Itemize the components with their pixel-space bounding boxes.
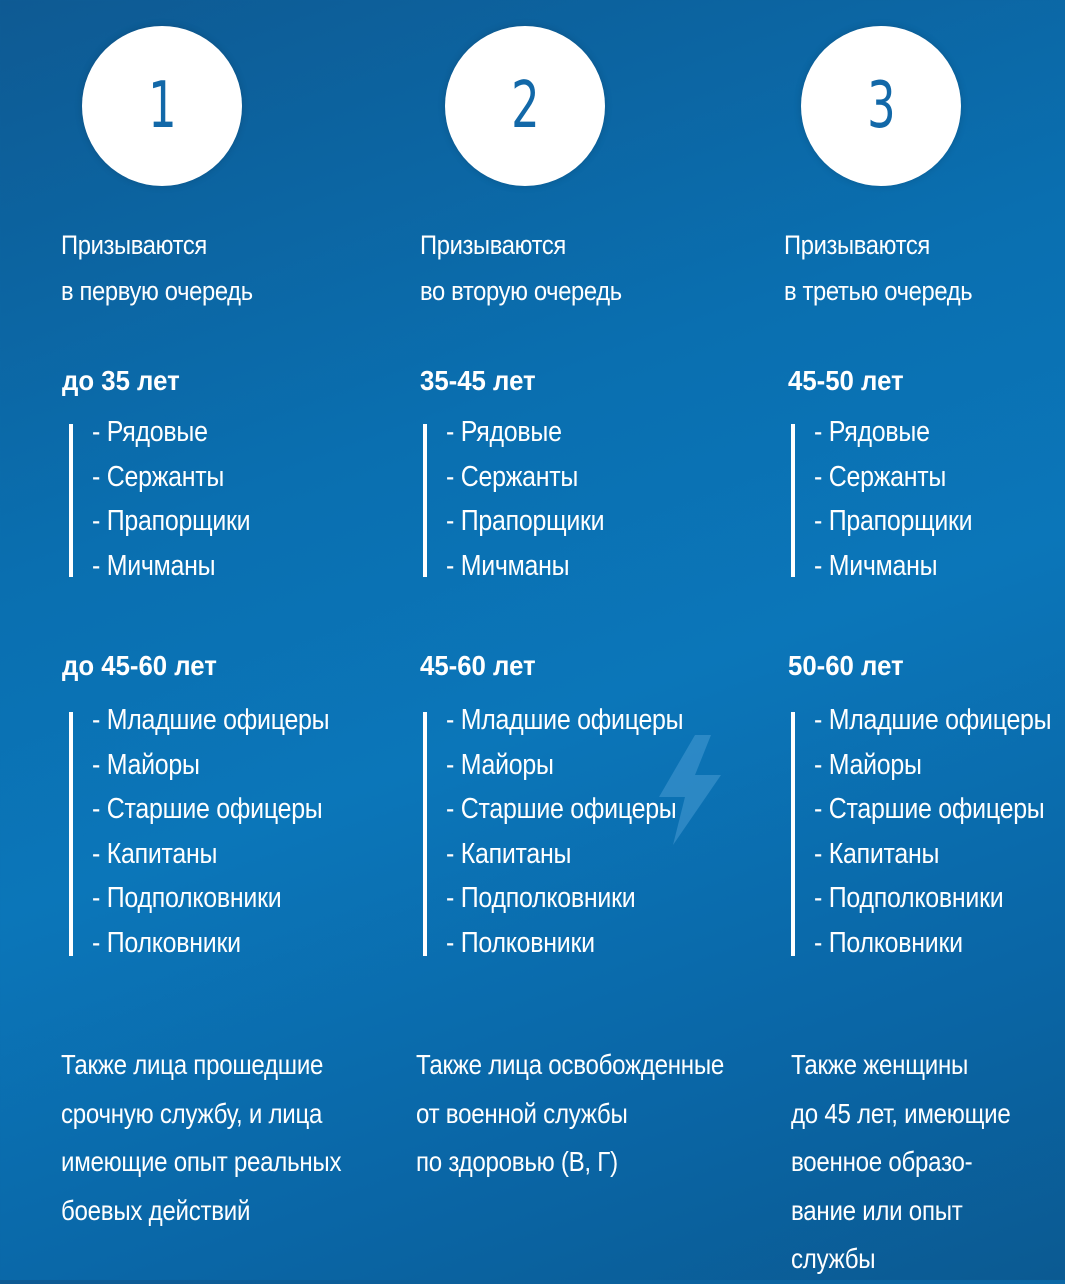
step-number-circle (445, 26, 605, 186)
column-heading (784, 222, 972, 314)
list-item: - Младшие офицеры (814, 704, 1052, 736)
list-item: - Капитаны (814, 837, 940, 870)
column-heading (420, 222, 622, 314)
list-item: - Старшие офицеры (446, 793, 677, 826)
list-item: - Сержанты (92, 460, 225, 493)
age-range: до 35 лет (62, 365, 180, 396)
list-item: - Подполковники (92, 882, 282, 915)
list-item: - Подполковники (446, 882, 636, 915)
rank-list (446, 698, 683, 966)
step-number-circle (82, 26, 242, 186)
list-bar (69, 712, 73, 956)
lightning-bolt-icon (655, 735, 725, 845)
rank-list (814, 698, 1051, 966)
list-item: - Сержанты (814, 460, 947, 493)
note-line: имеющие опыт реальных (61, 1146, 342, 1177)
age-range: до 45-60 лет (62, 650, 217, 681)
rank-list (92, 698, 329, 966)
list-item: - Прапорщики (446, 505, 605, 538)
column-2 (355, 0, 725, 1280)
age-range: 35-45 лет (420, 365, 536, 396)
list-bar (423, 424, 427, 577)
heading-line: в первую очередь (61, 276, 253, 306)
heading-line: в третью очередь (784, 276, 973, 306)
list-item: - Рядовые (92, 416, 208, 448)
rank-list (92, 410, 250, 588)
note-line: срочную службу, и лица (61, 1097, 323, 1129)
list-item: - Прапорщики (92, 505, 251, 538)
list-item: - Майоры (814, 748, 922, 781)
list-item: - Полковники (92, 926, 241, 959)
note-line: Также женщины (791, 1049, 969, 1080)
list-item: - Старшие офицеры (814, 793, 1045, 826)
column-note (791, 1041, 1010, 1284)
list-item: - Старшие офицеры (92, 793, 323, 826)
column-1 (0, 0, 355, 1280)
list-item: - Полковники (814, 926, 963, 959)
heading-line: во вторую очередь (420, 276, 622, 306)
list-bar (69, 424, 73, 577)
column-heading (61, 222, 253, 314)
list-item: - Прапорщики (814, 505, 973, 538)
note-line: вание или опыт (791, 1194, 963, 1226)
list-item: - Капитаны (446, 837, 572, 870)
list-item: - Подполковники (814, 882, 1004, 915)
list-item: - Младшие офицеры (446, 704, 684, 736)
list-item: - Мичманы (92, 549, 216, 582)
column-note (416, 1041, 724, 1187)
rank-list (446, 410, 604, 588)
note-line: до 45 лет, имеющие (791, 1097, 1011, 1129)
note-line: Также лица освобожденные (416, 1049, 725, 1080)
rank-list (814, 410, 972, 588)
step-number: 1 (147, 69, 177, 143)
note-line: службы (791, 1243, 876, 1274)
age-range: 50-60 лет (788, 650, 904, 681)
list-item: - Капитаны (92, 837, 218, 870)
column-note (61, 1041, 341, 1235)
heading-line: Призываются (784, 230, 930, 260)
list-item: - Майоры (92, 748, 200, 781)
list-item: - Мичманы (814, 549, 938, 582)
heading-line: Призываются (61, 230, 207, 260)
age-range: 45-50 лет (788, 365, 904, 396)
column-3 (710, 0, 1065, 1280)
step-number-circle (801, 26, 961, 186)
list-item: - Сержанты (446, 460, 579, 493)
note-line: Также лица прошедшие (61, 1049, 324, 1080)
step-number: 3 (866, 69, 896, 143)
list-item: - Рядовые (446, 416, 562, 448)
list-item: - Мичманы (446, 549, 570, 582)
list-item: - Полковники (446, 926, 595, 959)
list-item: - Рядовые (814, 416, 930, 448)
list-item: - Младшие офицеры (92, 704, 330, 736)
list-bar (791, 712, 795, 956)
note-line: боевых действий (61, 1194, 251, 1226)
age-range: 45-60 лет (420, 650, 536, 681)
list-bar (791, 424, 795, 577)
note-line: по здоровью (В, Г) (416, 1146, 618, 1177)
list-bar (423, 712, 427, 956)
note-line: от военной службы (416, 1097, 628, 1129)
note-line: военное образо- (791, 1146, 973, 1177)
step-number: 2 (510, 69, 540, 143)
heading-line: Призываются (420, 230, 566, 260)
list-item: - Майоры (446, 748, 554, 781)
